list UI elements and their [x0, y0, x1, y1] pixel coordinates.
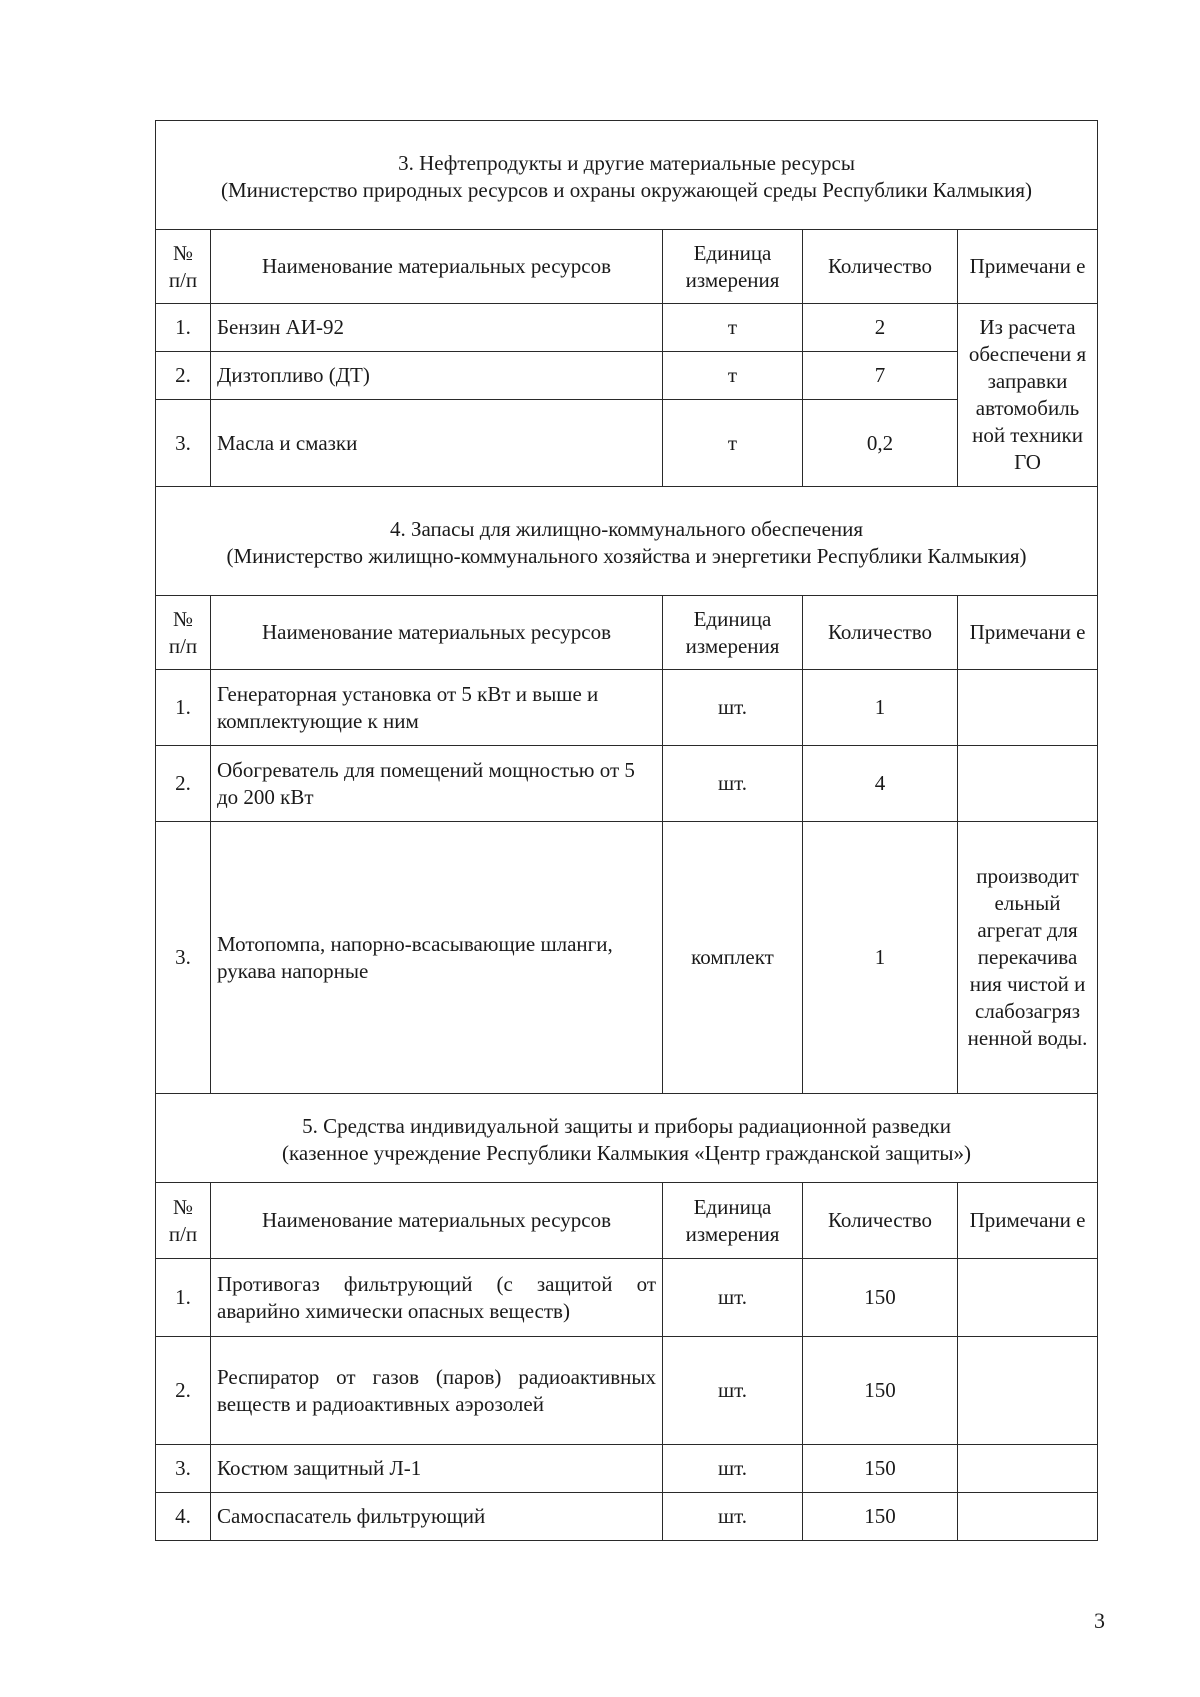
header-num: № п/п — [156, 1183, 211, 1259]
section-4-header — [156, 487, 1098, 596]
header-num: № п/п — [156, 596, 211, 670]
header-unit: Единица измерения — [663, 230, 803, 304]
row-qty: 150 — [803, 1493, 958, 1541]
row-unit: т — [663, 304, 803, 352]
row-unit: т — [663, 400, 803, 487]
row-note: производит ельный агрегат для перекачива ния чистой и слабозагряз ненной воды. — [958, 822, 1098, 1094]
table-row — [156, 304, 1098, 352]
row-unit: шт. — [663, 746, 803, 822]
header-unit: Единица измерения — [663, 1183, 803, 1259]
section-3-header — [156, 121, 1098, 230]
row-note — [958, 670, 1098, 746]
row-qty: 1 — [803, 670, 958, 746]
header-name: Наименование материальных ресурсов — [211, 596, 663, 670]
row-note — [958, 1259, 1098, 1337]
table-row — [156, 1337, 1098, 1445]
row-name: Костюм защитный Л-1 — [211, 1445, 663, 1493]
header-qty: Количество — [803, 1183, 958, 1259]
row-qty: 1 — [803, 822, 958, 1094]
row-qty: 150 — [803, 1445, 958, 1493]
row-name: Респиратор от газов (паров) радиоактивных веществ и радиоактивных аэрозолей — [211, 1337, 663, 1445]
row-note — [958, 1337, 1098, 1445]
row-unit: шт. — [663, 1337, 803, 1445]
header-note: Примечани е — [958, 596, 1098, 670]
row-note-merged: Из расчета обеспечени я заправки автомобиль ной техники ГО — [958, 304, 1098, 487]
row-name: Генераторная установка от 5 кВт и выше и комплектующие к ним — [211, 670, 663, 746]
row-num: 3. — [156, 1445, 211, 1493]
row-name: Мотопомпа, напорно-всасывающие шланги, рукава напорные — [211, 822, 663, 1094]
column-header-row — [156, 230, 1098, 304]
row-name: Бензин АИ-92 — [211, 304, 663, 352]
row-num: 1. — [156, 304, 211, 352]
section-title: 3. Нефтепродукты и другие материальные ресурсы — [398, 151, 855, 175]
row-num: 2. — [156, 352, 211, 400]
row-num: 2. — [156, 1337, 211, 1445]
row-unit: шт. — [663, 1445, 803, 1493]
row-qty: 150 — [803, 1259, 958, 1337]
section-ministry: (Министерство жилищно-коммунального хозяйства и энергетики Республики Калмыкия) — [226, 544, 1027, 568]
row-num: 3. — [156, 822, 211, 1094]
section-ministry: (Министерство природных ресурсов и охраны окружающей среды Республики Калмыкия) — [221, 178, 1033, 202]
row-num: 1. — [156, 670, 211, 746]
table-row — [156, 1493, 1098, 1541]
row-name: Обогреватель для помещений мощностью от 5 до 200 кВт — [211, 746, 663, 822]
row-qty: 0,2 — [803, 400, 958, 487]
header-name: Наименование материальных ресурсов — [211, 1183, 663, 1259]
row-unit: шт. — [663, 1493, 803, 1541]
column-header-row — [156, 596, 1098, 670]
header-note: Примечани е — [958, 1183, 1098, 1259]
row-qty: 2 — [803, 304, 958, 352]
row-name: Самоспасатель фильтрующий — [211, 1493, 663, 1541]
row-note — [958, 1493, 1098, 1541]
header-qty: Количество — [803, 230, 958, 304]
section-title: 5. Средства индивидуальной защиты и приборы радиационной разведки — [302, 1114, 951, 1138]
header-note: Примечани е — [958, 230, 1098, 304]
row-name: Дизтопливо (ДТ) — [211, 352, 663, 400]
row-name: Противогаз фильтрующий (с защитой от аварийно химически опасных веществ) — [211, 1259, 663, 1337]
table-row — [156, 1259, 1098, 1337]
row-name: Масла и смазки — [211, 400, 663, 487]
row-unit: комплект — [663, 822, 803, 1094]
row-unit: шт. — [663, 670, 803, 746]
row-note — [958, 746, 1098, 822]
row-num: 4. — [156, 1493, 211, 1541]
row-num: 3. — [156, 400, 211, 487]
table-row — [156, 1445, 1098, 1493]
table-row — [156, 670, 1098, 746]
row-qty: 4 — [803, 746, 958, 822]
section-title: 4. Запасы для жилищно-коммунального обеспечения — [389, 517, 864, 541]
header-num: № п/п — [156, 230, 211, 304]
row-qty: 150 — [803, 1337, 958, 1445]
row-num: 2. — [156, 746, 211, 822]
row-unit: т — [663, 352, 803, 400]
header-unit: Единица измерения — [663, 596, 803, 670]
table-row — [156, 400, 1098, 487]
row-num: 1. — [156, 1259, 211, 1337]
table-row — [156, 822, 1098, 1094]
header-name: Наименование материальных ресурсов — [211, 230, 663, 304]
row-unit: шт. — [663, 1259, 803, 1337]
table-row — [156, 352, 1098, 400]
column-header-row — [156, 1183, 1098, 1259]
section-ministry: (казенное учреждение Республики Калмыкия «Центр гражданской защиты») — [282, 1141, 972, 1165]
header-qty: Количество — [803, 596, 958, 670]
table-row — [156, 746, 1098, 822]
row-qty: 7 — [803, 352, 958, 400]
resources-table — [155, 120, 1098, 1541]
page-number: 3 — [1094, 1608, 1105, 1633]
section-5-header — [156, 1094, 1098, 1183]
row-note — [958, 1445, 1098, 1493]
